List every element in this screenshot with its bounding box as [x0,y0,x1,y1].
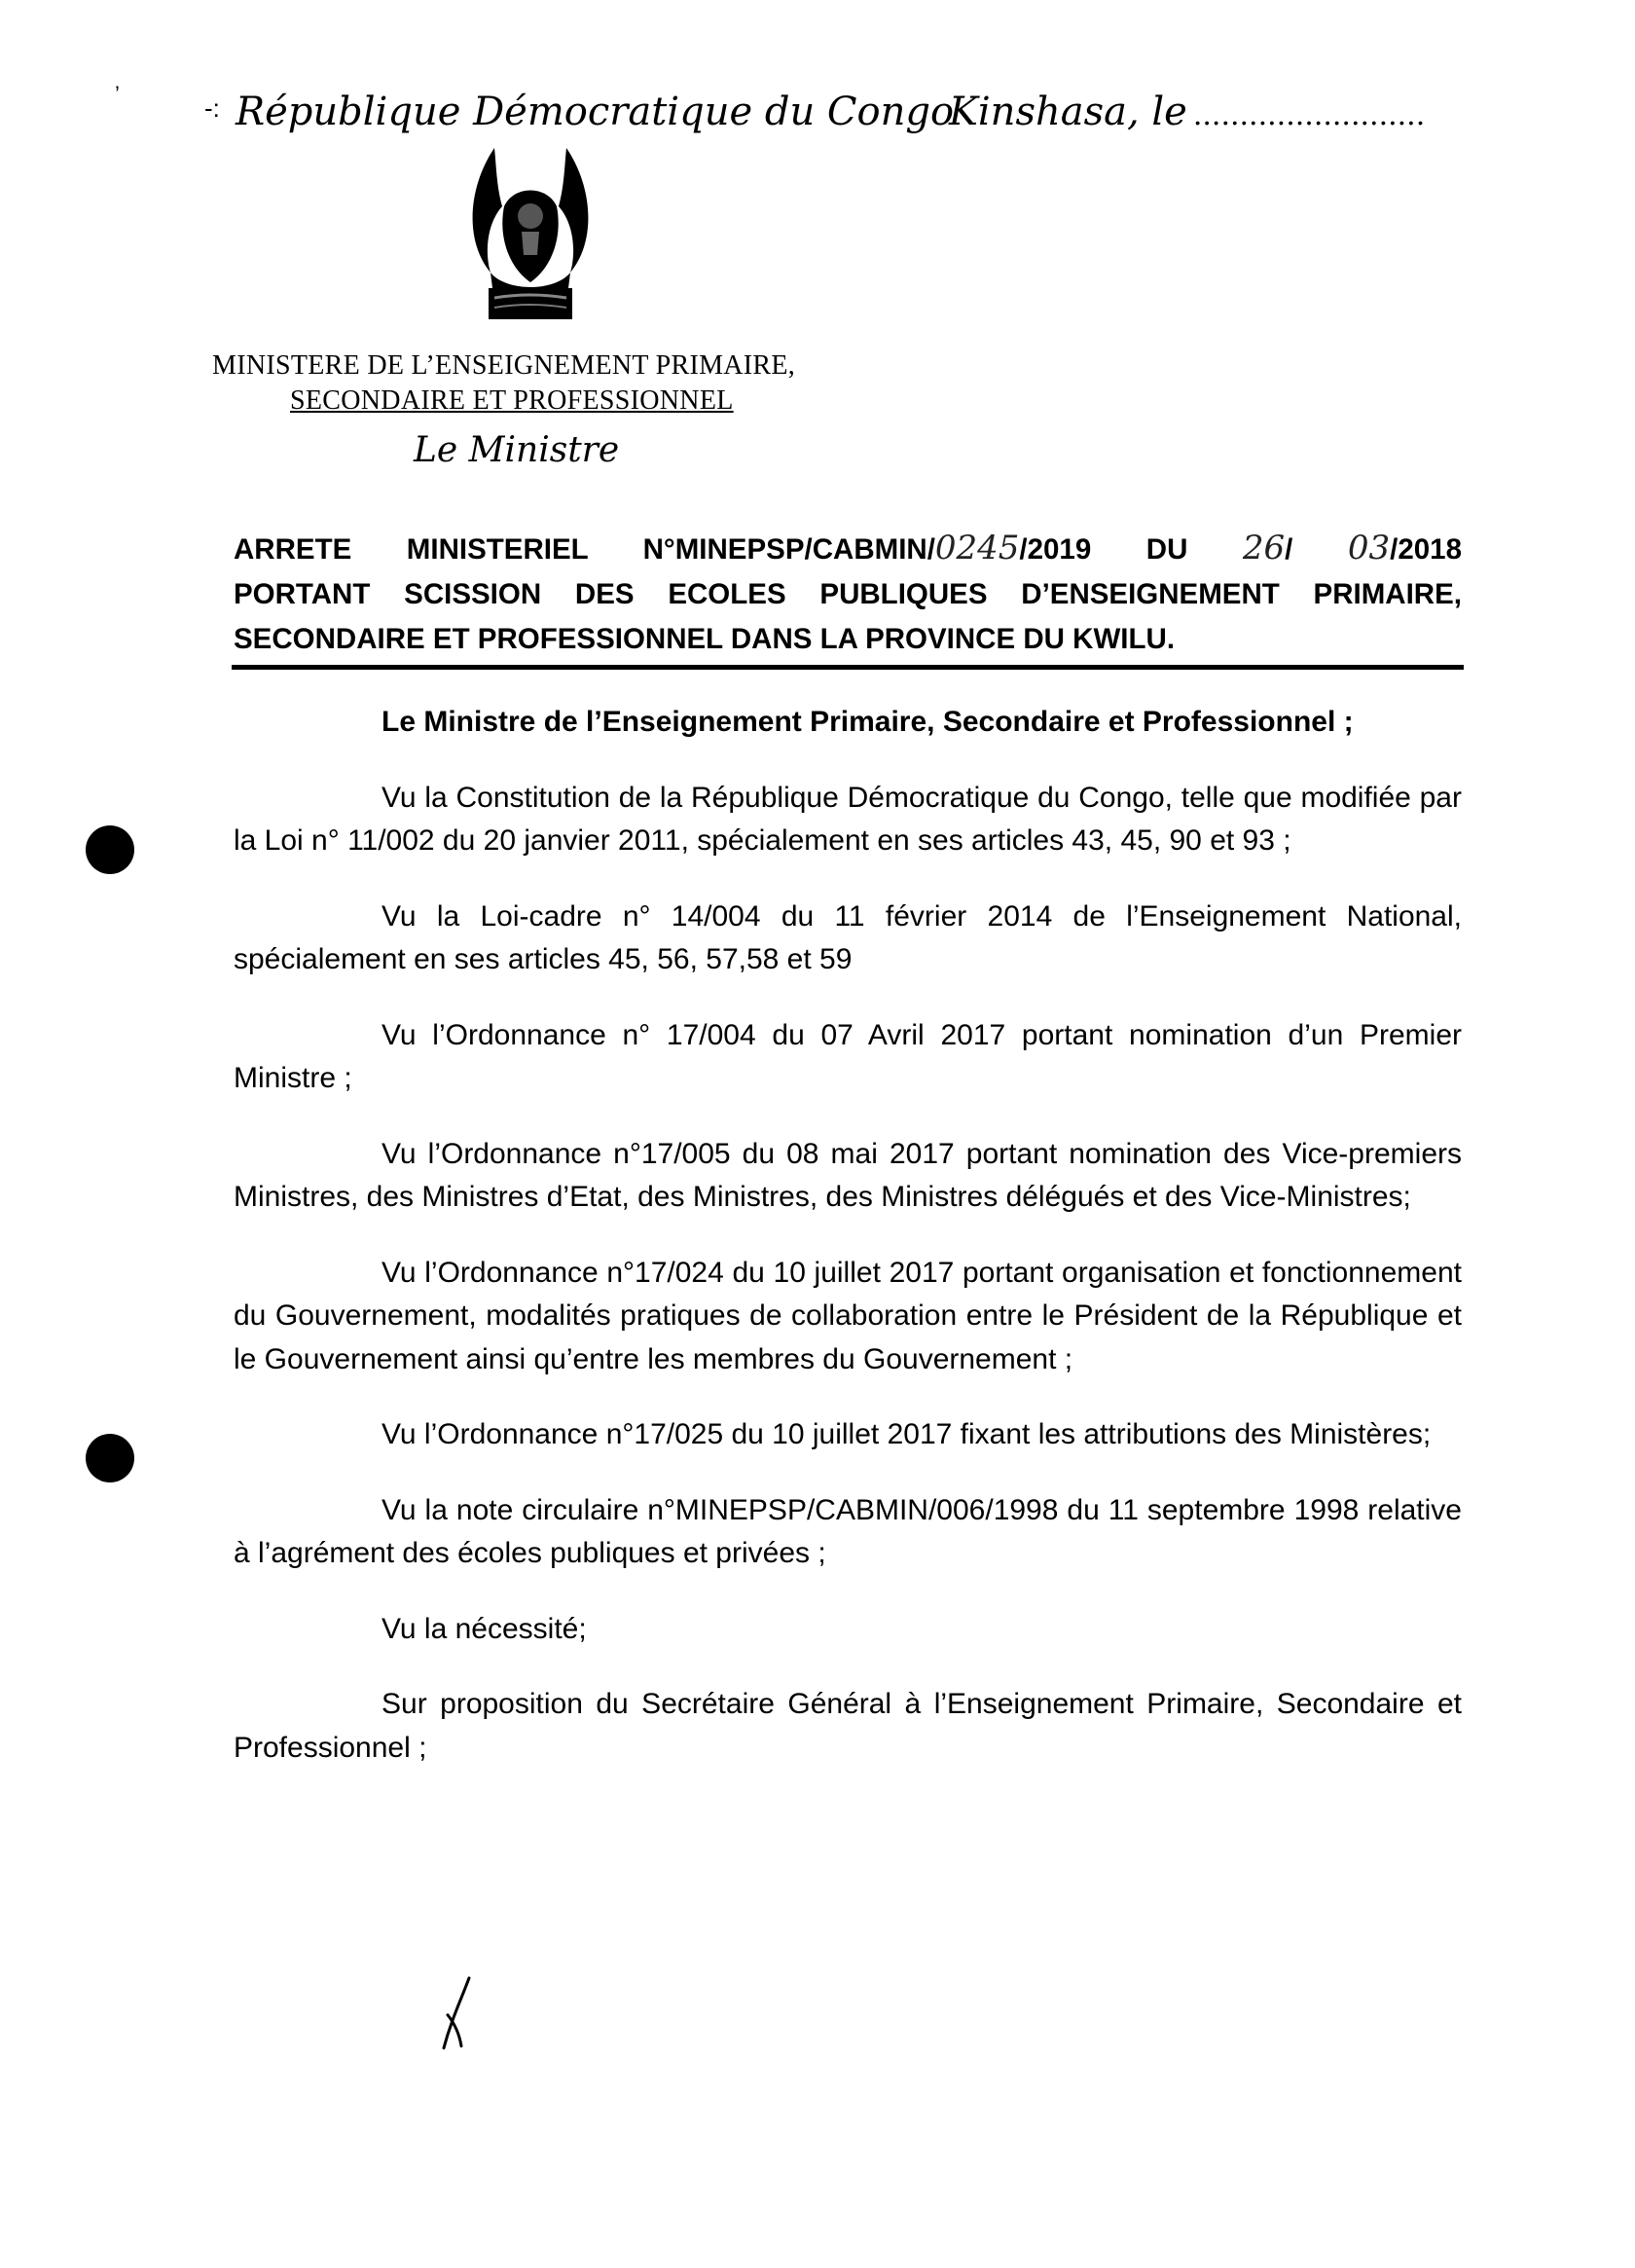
city-date [949,90,1425,134]
visa-paragraph: Vu la Constitution de la République Démocratique du Congo, telle que modifiée par la Loi n° 11/002 du 20 janvier 2011, spécialement en ses articles 43, 45, 90 et 93 ; [234,781,1462,857]
stray-mark: ’ [115,82,120,106]
visa-paragraph: Vu l’Ordonnance n°17/025 du 10 juillet 2017 fixant les attributions des Ministères; [382,1418,1432,1450]
visa-paragraph: Sur proposition du Secrétaire Général à l’Enseignement Primaire, Secondaire et Professionnel ; [234,1688,1462,1764]
preamble: Le Ministre de l’Enseignement Primaire, Secondaire et Professionnel ; [382,706,1354,738]
visa-paragraph: Vu l’Ordonnance n°17/024 du 10 juillet 2017 portant organisation et fonctionnement du Gouvernement, modalités pratiques de collaboration entre le Président de la République et le Gouvernement ainsi qu’entre les membres du Gouvernement ; [234,1256,1462,1375]
decree-reference [234,526,1462,572]
handwritten-day: 26 [1242,529,1286,567]
visa-paragraph: Vu la Loi-cadre n° 14/004 du 11 février 2014 de l’Enseignement National, spécialement en ses articles 45, 56, 57,58 et 59 [234,899,1462,975]
handwritten-decree-number: 0245 [934,529,1020,567]
decree-year: /2018 [1390,533,1462,566]
decree-title [234,526,1462,662]
decree-subject-line2: SECONDAIRE ET PROFESSIONNEL DANS LA PROVINCE DU KWILU. [234,623,1176,655]
punch-hole-top [86,825,134,874]
initial-signature [436,1974,481,2052]
decree-body [234,701,1462,1802]
coat-of-arms-icon [467,146,594,323]
handwritten-month: 03 [1347,529,1391,567]
date-blank: ......................... [1192,98,1426,132]
signatory-title: Le Ministre [414,430,620,470]
ref-year: /2019 DU [1019,533,1243,566]
stray-mark: -: [204,93,220,123]
visa-paragraph: Vu l’Ordonnance n°17/005 du 08 mai 2017 portant nomination des Vice-premiers Ministres, des Ministres d’Etat, des Ministres, des Ministres délégués et des Vice-Ministres; [234,1137,1462,1213]
visa-paragraph: Vu la note circulaire n°MINEPSP/CABMIN/006/1998 du 11 septembre 1998 relative à l’agrément des écoles publiques et privées ; [234,1493,1462,1569]
ministry-name-line1: MINISTERE DE L’ENSEIGNEMENT PRIMAIRE, [212,350,796,381]
date-separator: / [1285,533,1348,566]
decree-subject-line1: PORTANT SCISSION DES ECOLES PUBLIQUES D’ENSEIGNEMENT PRIMAIRE, [234,578,1462,610]
title-divider [232,665,1464,670]
city-label: Kinshasa, le [949,90,1187,134]
ministry-name-line2: SECONDAIRE ET PROFESSIONNEL [290,385,734,416]
ref-prefix: ARRETE MINISTERIEL N°MINEPSP/CABMIN/ [234,533,935,566]
visa-paragraph: Vu l’Ordonnance n° 17/004 du 07 Avril 2017 portant nomination d’un Premier Ministre ; [234,1018,1462,1094]
visa-paragraph: Vu la nécessité; [382,1612,587,1645]
punch-hole-bottom [86,1434,134,1482]
republic-heading: République Démocratique du Congo [236,90,955,134]
